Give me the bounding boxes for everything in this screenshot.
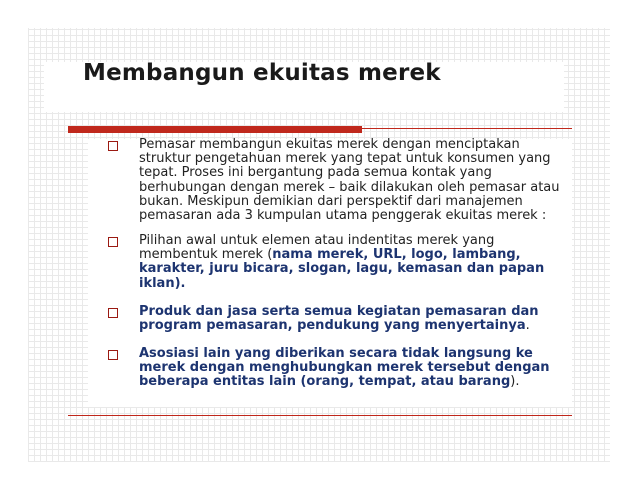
bullet-2-tail: ). [174, 275, 186, 291]
bullet-4-tail: ). [510, 374, 520, 390]
bullet-square-icon [108, 237, 118, 247]
bullet-3-tail: . [525, 318, 530, 334]
slide-title: Membangun ekuitas merek [83, 60, 441, 86]
title-underline-thick [68, 126, 362, 133]
bullet-4-emphasis: Asosiasi lain yang diberikan secara tidak langsung ke merek dengan menghubungkan merek tersebut dengan beberapa entitas lain (orang, tempat, atau barang [139, 346, 550, 390]
footer-rule [68, 415, 572, 416]
bullet-square-icon [108, 141, 118, 151]
bullet-paragraph-1: Pemasar membangun ekuitas merek dengan menciptakan struktur pengetahuan merek yang tepat untuk konsumen yang tepat. Proses ini bergantung pada semua kontak yang berhubungan dengan merek – baik dilakukan oleh pemasar atau bukan. Meskipun demikian dari perspektif dari manajemen pemasaran ada 3 kumpulan utama penggerak ekuitas merek : [139, 137, 560, 224]
bullet-square-icon [108, 350, 118, 360]
bullet-square-icon [108, 308, 118, 318]
bullet-paragraph-2 [139, 234, 575, 291]
bullet-2-emphasis: nama merek, URL, logo, lambang, karakter, juru bicara, slogan, lagu, kemasan dan papan iklan [139, 247, 545, 291]
bullet-2-text: Pilihan awal untuk elemen atau indentitas merek yang membentuk merek ( [139, 233, 495, 263]
bullet-paragraph-3 [139, 305, 575, 333]
title-underline-thin [362, 128, 572, 129]
bullet-paragraph-4 [139, 347, 575, 390]
bullet-3-emphasis: Produk dan jasa serta semua kegiatan pemasaran dan program pemasaran, pendukung yang menyertainya [139, 304, 539, 334]
